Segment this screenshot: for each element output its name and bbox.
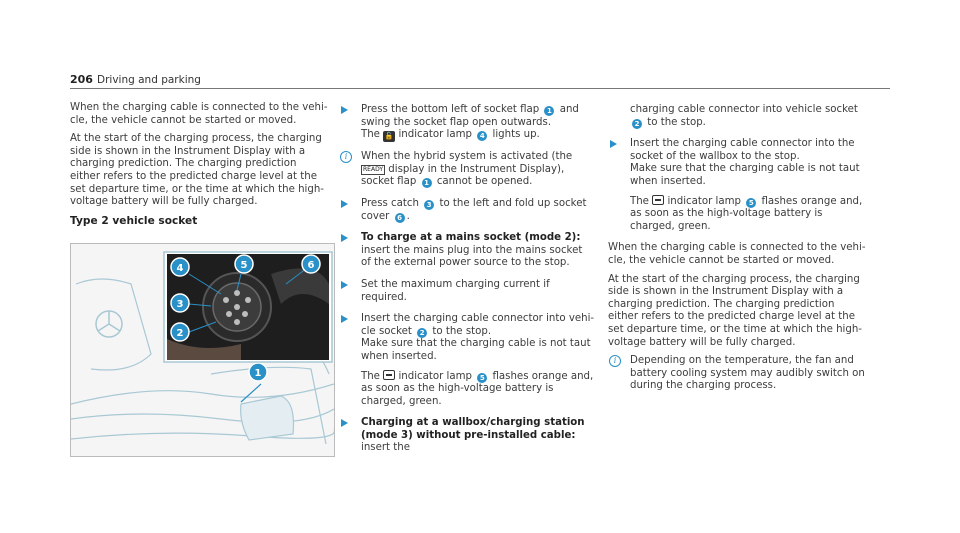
callout-4: 4 — [176, 263, 184, 274]
info-note: i When the hybrid system is activated (the READY display in the Instrument Display), socket flap 1 cannot be opened. — [339, 151, 595, 189]
charging-plug-icon — [652, 195, 664, 205]
instruction-step: Charging at a wallbox/charging station (mode 3) without pre-installed cable: insert the — [339, 417, 595, 455]
vehicle-socket-illustration — [71, 244, 334, 456]
section-title: Driving and parking — [97, 74, 201, 86]
info-icon: i — [340, 151, 352, 163]
callout-5: 5 — [240, 260, 248, 271]
callout-badge: 6 — [395, 213, 405, 223]
instruction-step: Press the bottom left of socket flap 1 and swing the socket flap open outwards. The 🔓 indicator lamp 4 lights up. — [339, 104, 595, 142]
lock-icon: 🔓 — [384, 132, 394, 141]
instruction-step: To charge at a mains socket (mode 2): insert the mains plug into the mains socket of the external power source to the stop. — [339, 232, 595, 270]
arrow-icon — [341, 419, 348, 427]
paragraph: When the charging cable is connected to the vehi- cle, the vehicle cannot be started or moved. — [608, 242, 866, 266]
instruction-step: Insert the charging cable connector into vehi- cle socket 2 to the stop. Make sure that the charging cable is not taut when inserted. The indicator lamp 5 flashes orange and, as soon as the high-voltage battery is charged, green. — [339, 313, 595, 408]
column-right — [608, 104, 866, 402]
callout-6: 6 — [307, 260, 315, 271]
charging-plug-icon — [383, 370, 395, 380]
socket-flap-icon — [241, 396, 294, 440]
column-middle — [339, 104, 595, 464]
callout-3: 3 — [176, 299, 184, 310]
callout-badge: 5 — [477, 373, 487, 383]
instruction-step: Insert the charging cable connector into the socket of the wallbox to the stop. Make sure that the charging cable is not taut when inserted. The indicator lamp 5 flashes orange and, as soon as the high-voltage battery is charged, green. — [608, 138, 866, 233]
paragraph: At the start of the charging process, the charging side is shown in the Instrument Display with a charging prediction. The charging prediction either refers to the predicted charge level at the set departure time, or the time at which the high- voltage battery will be fully charged. — [608, 273, 862, 348]
callout-badge: 2 — [632, 119, 642, 129]
page-number: 206 — [70, 73, 93, 86]
callout-badge: 3 — [424, 200, 434, 210]
header-divider — [70, 88, 890, 89]
callout-badge: 4 — [477, 131, 487, 141]
callout-2: 2 — [176, 328, 184, 339]
arrow-icon — [341, 200, 348, 208]
callout-badge: 5 — [746, 198, 756, 208]
ready-icon: READY — [363, 165, 384, 173]
paragraph: At the start of the charging process, the charging side is shown in the Instrument Display with a charging prediction. The charging prediction either refers to the predicted charge level at the set departure time, or the time at which the high- voltage battery will be fully charged. — [70, 133, 324, 208]
section-heading: Type 2 vehicle socket — [70, 214, 198, 227]
arrow-icon — [341, 106, 348, 114]
arrow-icon — [341, 315, 348, 323]
callout-badge: 1 — [544, 106, 554, 116]
arrow-icon — [341, 234, 348, 242]
paragraph: When the charging cable is connected to the vehi- cle, the vehicle cannot be started or moved. — [70, 102, 328, 126]
instruction-step: Set the maximum charging current if required. — [339, 279, 595, 304]
arrow-icon — [341, 281, 348, 289]
callout-1: 1 — [254, 368, 262, 379]
info-note: i Depending on the temperature, the fan and battery cooling system may audibly switch on during the charging process. — [608, 355, 866, 393]
continued-step: charging cable connector into vehicle socket 2 to the stop. — [630, 104, 858, 128]
socket-figure — [70, 243, 335, 457]
instruction-step: Press catch 3 to the left and fold up socket cover 6 . — [339, 198, 595, 223]
callout-badge: 2 — [417, 328, 427, 338]
arrow-icon — [610, 140, 617, 148]
column-left — [70, 102, 328, 231]
callout-badge: 1 — [422, 178, 432, 188]
info-icon: i — [609, 355, 621, 367]
